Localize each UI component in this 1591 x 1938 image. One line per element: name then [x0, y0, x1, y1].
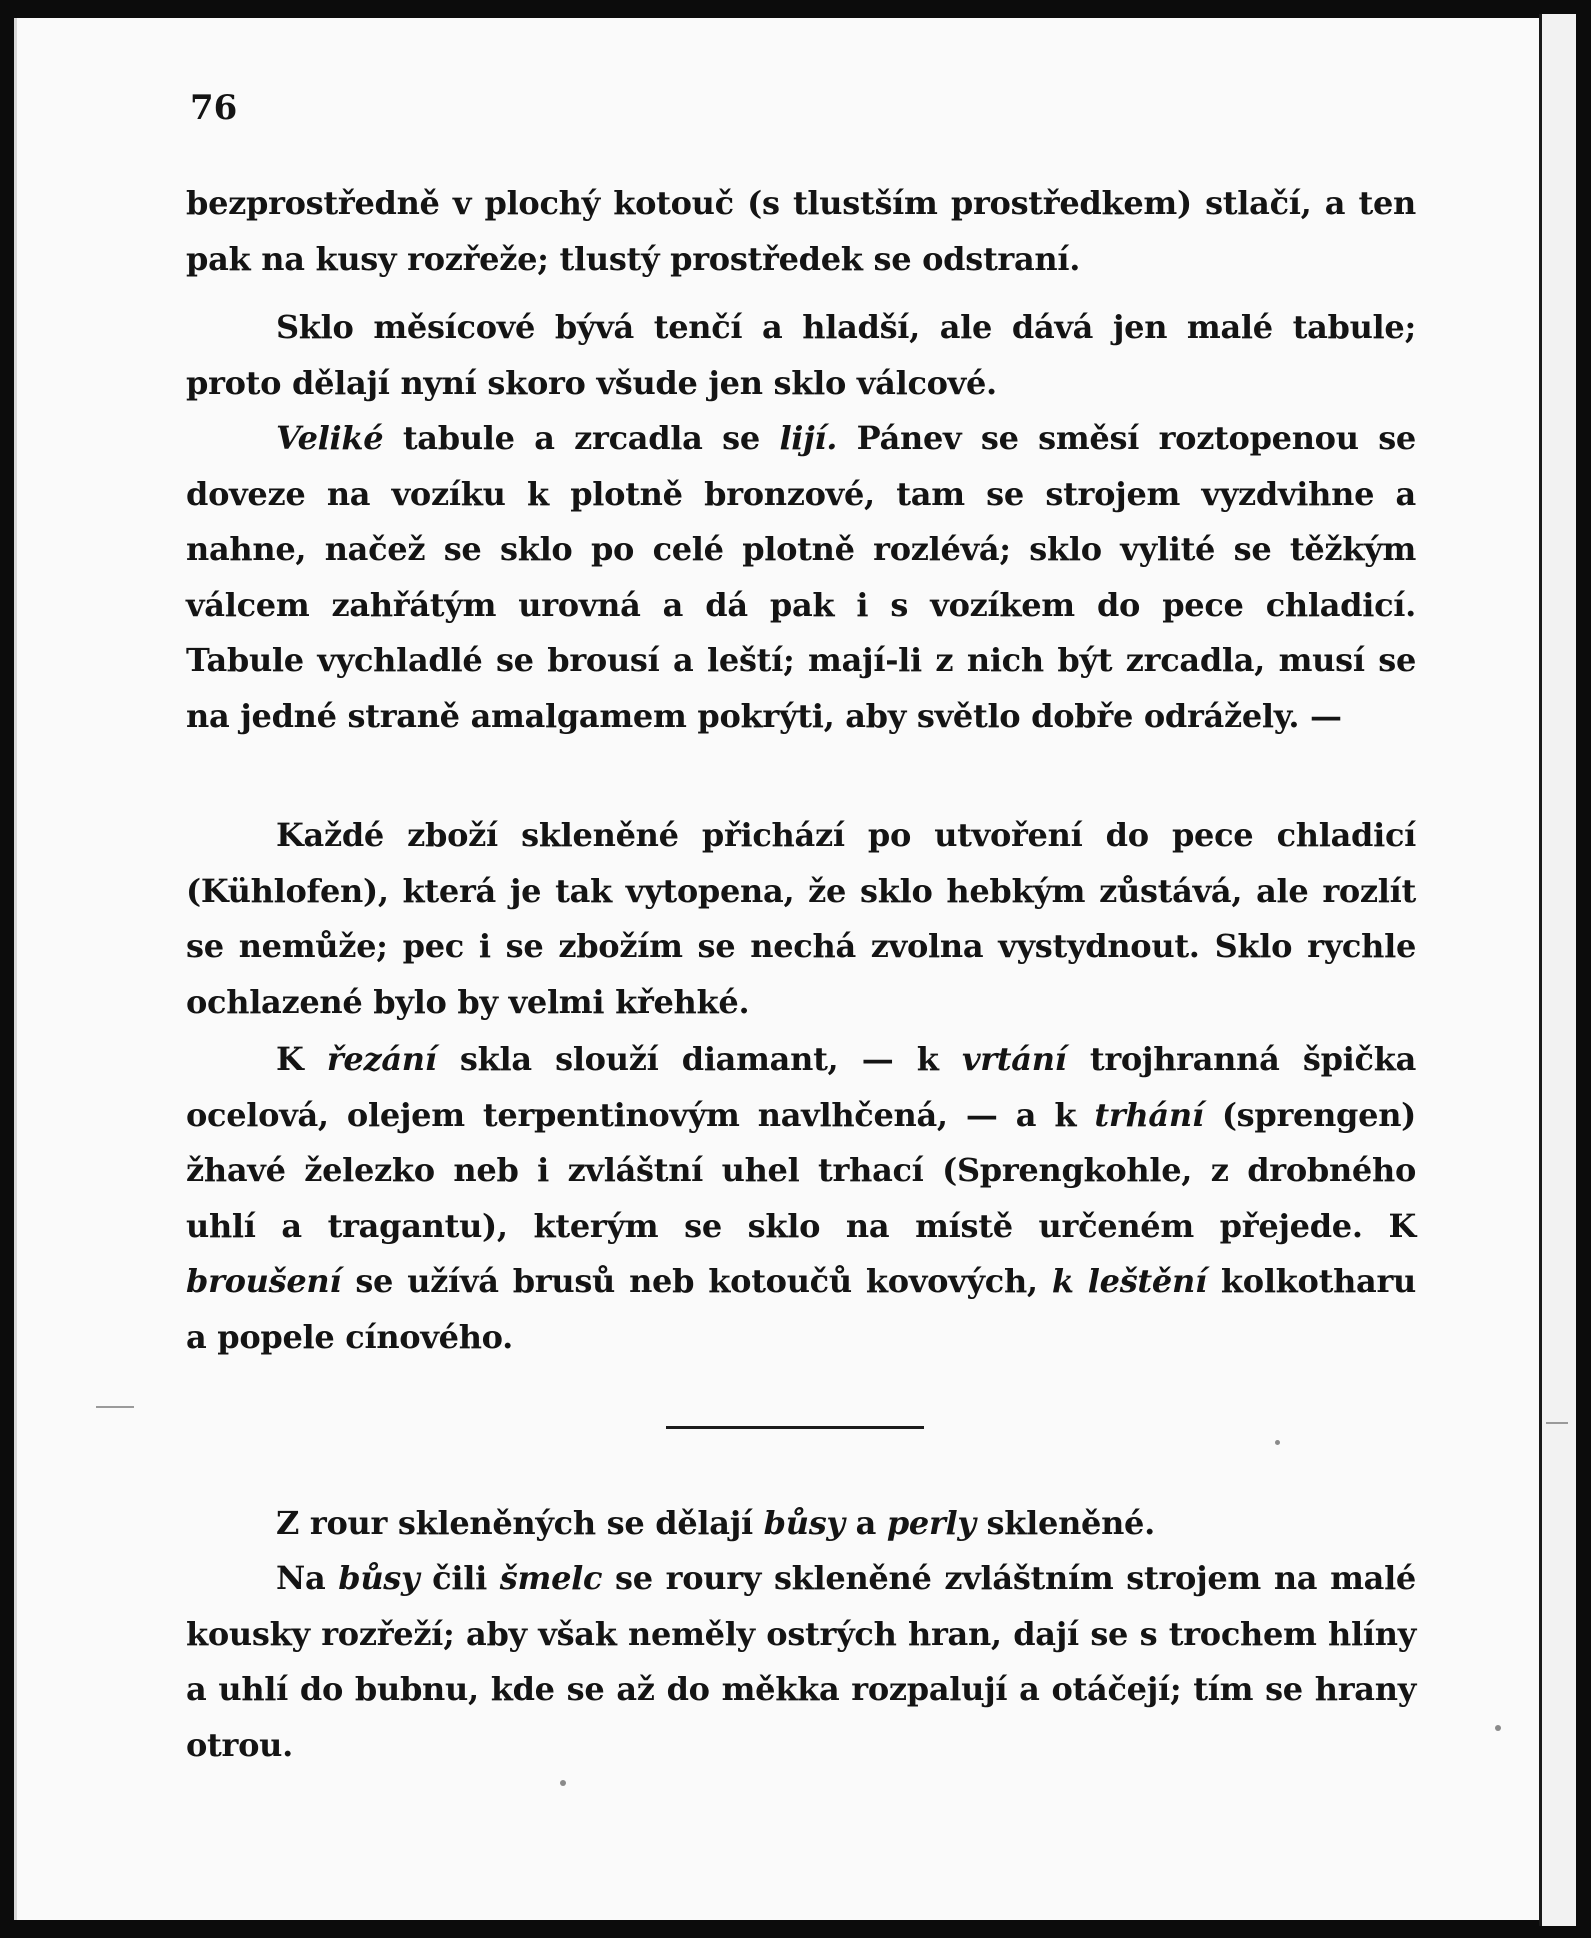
- text-run: K: [276, 1040, 327, 1078]
- ink-speck: [1275, 1440, 1280, 1445]
- text-run: trojhranná špička ocelová, olejem terpentinovým navlhčená, — a k: [186, 1040, 1416, 1134]
- italic-term: bůsy: [338, 1559, 420, 1597]
- section-divider: [666, 1426, 924, 1429]
- text-run: bezprostředně v plochý kotouč (s tlustším prostředkem) stlačí, a ten pak na kusy rozřeže; tlustý prostředek se odstraní.: [186, 184, 1416, 278]
- text-run: se užívá brusů neb kotoučů kovových,: [341, 1262, 1052, 1300]
- paragraph-3: [186, 411, 1416, 744]
- paragraph-7: [186, 1551, 1416, 1773]
- italic-term: Veliké: [276, 419, 384, 457]
- italic-term: k leštění: [1051, 1262, 1207, 1300]
- italic-term: lijí.: [779, 419, 838, 457]
- paragraph-2: [186, 300, 1416, 411]
- text-run: a: [844, 1504, 887, 1542]
- italic-term: trhání: [1094, 1095, 1204, 1134]
- italic-term: broušení: [186, 1262, 342, 1300]
- italic-term: řezání: [326, 1040, 437, 1078]
- text-run: Každé zboží skleněné přichází po utvoření do pece chladicí (Kühlofen), která je tak vytopena, že sklo hebkým zůstává, ale rozlít se nemůže; pec i se zbožím se nechá zvolna vystydnout. Sklo rychle ochlazené bylo by velmi křehké.: [186, 816, 1416, 1021]
- paragraph-1: [186, 176, 1416, 287]
- page-number: 76: [190, 88, 238, 128]
- italic-term: bůsy: [763, 1504, 845, 1542]
- margin-mark: [1546, 1422, 1568, 1424]
- margin-mark: [96, 1406, 134, 1408]
- text-run: Sklo měsícové bývá tenčí a hladší, ale dává jen malé tabule; proto dělají nyní skoro všude jen sklo válcové.: [186, 308, 1416, 402]
- text-run: Z rour skleněných se dělají: [276, 1504, 764, 1542]
- text-run: skleněné.: [975, 1504, 1155, 1542]
- text-run: kolkotharu a popele cínového.: [186, 1262, 1416, 1356]
- text-run: se roury skleněné zvláštním strojem na malé kousky rozřeží; aby však neměly ostrých hran, dají se s trochem hlíny a uhlí do bubnu, kde se až do měkka rozpalují a otáčejí; tím se hrany otrou.: [186, 1559, 1416, 1764]
- paragraph-4: [186, 808, 1416, 1030]
- ink-speck: [1495, 1725, 1501, 1731]
- text-run: (sprengen) žhavé železko neb i zvláštní uhel trhací (Sprengkohle, z drobného uhlí a tragantu), kterým se sklo na místě určeném přejede. K: [186, 1095, 1417, 1245]
- ink-speck: [560, 1780, 566, 1786]
- text-run: Pánev se směsí roztopenou se doveze na vozíku k plotně bronzové, tam se strojem vyzdvihne a nahne, načež se sklo po celé plotně rozlévá; sklo vylité se těžkým válcem zahřátým urovná a dá pak i s vozíkem do pece chladicí. Tabule vychladlé se brousí a leští; mají-li z nich být zrcadla, musí se na jedné straně amalgamem pokrýti, aby světlo dobře odrážely. —: [186, 419, 1416, 735]
- italic-term: vrtání: [961, 1040, 1067, 1078]
- paragraph-6: [186, 1496, 1416, 1552]
- text-run: skla slouží diamant, — k: [436, 1040, 962, 1078]
- text-run: čili: [419, 1559, 500, 1597]
- italic-term: šmelc: [499, 1559, 603, 1597]
- next-page-edge: [1539, 14, 1576, 1926]
- text-run: Na: [276, 1559, 339, 1597]
- text-run: tabule a zrcadla se: [383, 419, 780, 457]
- italic-term: perly: [886, 1504, 976, 1542]
- paragraph-5: [186, 1032, 1416, 1365]
